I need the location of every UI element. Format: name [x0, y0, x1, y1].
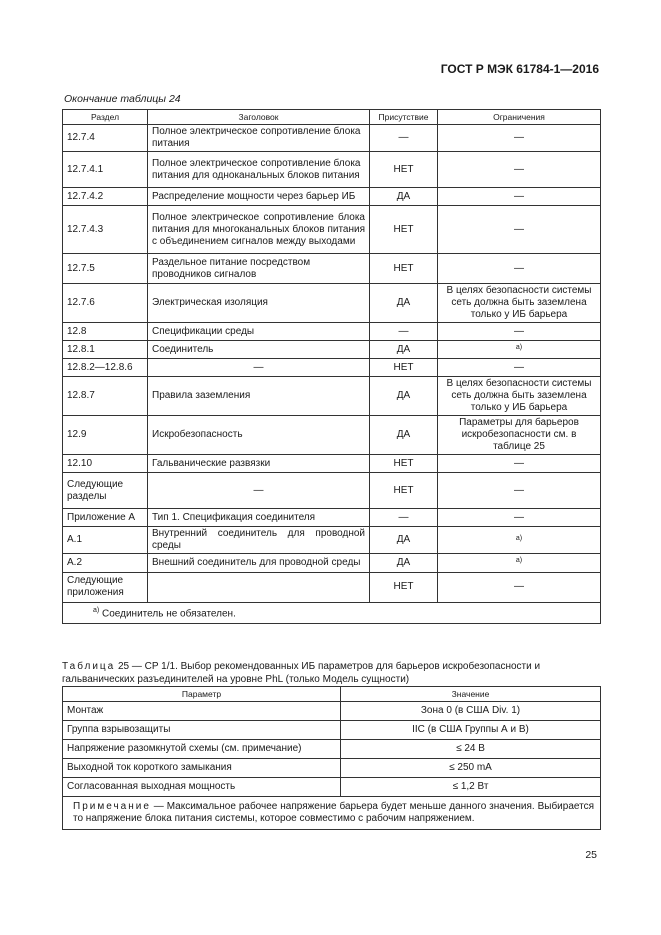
table-row [63, 759, 601, 778]
title-cell: Раздельное питание посредством проводников сигналов [148, 254, 370, 284]
section-cell: 12.10 [63, 455, 148, 473]
parameter-cell: Монтаж [63, 702, 341, 721]
title-cell: Тип 1. Спецификация соединителя [148, 509, 370, 527]
parameter-cell: Группа взрывозащиты [63, 721, 341, 740]
limits-cell: — [438, 125, 601, 152]
table-row [63, 359, 601, 377]
limits-cell: — [438, 509, 601, 527]
presence-cell: НЕТ [370, 152, 438, 188]
limits-cell: — [438, 152, 601, 188]
title-cell: Полное электрическое сопротивление блока питания для одноканальных блоков питания [148, 152, 370, 188]
title-cell: Внешний соединитель для проводной среды [148, 554, 370, 572]
limits-cell: — [438, 188, 601, 206]
table-row [63, 509, 601, 527]
column-header-parameter: Параметр [63, 687, 341, 702]
table-row [63, 206, 601, 254]
title-cell: Полное электрическое сопротивление блока питания [148, 125, 370, 152]
footnote-text: Соединитель не обязателен. [102, 608, 236, 620]
title-cell: Спецификации среды [148, 323, 370, 341]
section-cell: 12.7.4.2 [63, 188, 148, 206]
page-number: 25 [585, 849, 597, 861]
presence-cell: — [370, 125, 438, 152]
presence-cell: НЕТ [370, 473, 438, 509]
presence-cell: — [370, 509, 438, 527]
value-cell: ≤ 250 mA [341, 759, 601, 778]
section-cell: 12.8.7 [63, 377, 148, 416]
presence-cell: НЕТ [370, 206, 438, 254]
table-row [63, 473, 601, 509]
document-code: ГОСТ Р МЭК 61784-1—2016 [440, 62, 599, 76]
section-cell: А.1 [63, 527, 148, 554]
limits-cell: — [438, 572, 601, 602]
section-cell: А.2 [63, 554, 148, 572]
table25-caption [62, 660, 602, 686]
presence-cell: ДА [370, 341, 438, 359]
limits-cell: — [438, 473, 601, 509]
footnote-mark: a) [93, 606, 100, 614]
presence-cell: ДА [370, 377, 438, 416]
column-header-limits: Ограничения [438, 110, 601, 125]
section-cell: 12.9 [63, 416, 148, 455]
column-header-value: Значение [341, 687, 601, 702]
table-row [63, 702, 601, 721]
table-25 [62, 686, 601, 830]
table-row [63, 188, 601, 206]
table-row [63, 152, 601, 188]
table-row [63, 527, 601, 554]
table24-footnote-row [63, 602, 601, 623]
section-cell: Приложение А [63, 509, 148, 527]
section-cell: 12.7.4 [63, 125, 148, 152]
footnote-ref: a) [515, 534, 523, 542]
table-row [63, 778, 601, 797]
value-cell: ≤ 1,2 Вт [341, 778, 601, 797]
table-row [63, 323, 601, 341]
section-cell: 12.8.1 [63, 341, 148, 359]
column-header-title: Заголовок [148, 110, 370, 125]
value-cell: Зона 0 (в США Div. 1) [341, 702, 601, 721]
note-label: Примечание [73, 801, 151, 812]
value-cell: IIC (в США Группы А и В) [341, 721, 601, 740]
table-row [63, 721, 601, 740]
table25-header-row [63, 687, 601, 702]
title-cell: Соединитель [148, 341, 370, 359]
presence-cell: НЕТ [370, 359, 438, 377]
column-header-presence: Присутствие [370, 110, 438, 125]
presence-cell: — [370, 323, 438, 341]
table25-body [63, 702, 601, 797]
parameter-cell: Выходной ток короткого замыкания [63, 759, 341, 778]
table-row [63, 740, 601, 759]
limits-cell [438, 341, 601, 359]
presence-cell: НЕТ [370, 254, 438, 284]
title-cell: Распределение мощности через барьер ИБ [148, 188, 370, 206]
title-cell: — [148, 359, 370, 377]
parameter-cell: Согласованная выходная мощность [63, 778, 341, 797]
limits-cell: В целях безопасности системы сеть должна быть заземлена только у ИБ барьера [438, 377, 601, 416]
value-cell: ≤ 24 В [341, 740, 601, 759]
table-24 [62, 109, 601, 624]
section-cell: 12.7.4.1 [63, 152, 148, 188]
footnote-ref: a) [515, 344, 523, 351]
column-header-section: Раздел [63, 110, 148, 125]
section-cell: 12.8.2—12.8.6 [63, 359, 148, 377]
table25-note-row [63, 797, 601, 830]
presence-cell: НЕТ [370, 455, 438, 473]
table-row [63, 254, 601, 284]
presence-cell: ДА [370, 527, 438, 554]
limits-cell: — [438, 323, 601, 341]
presence-cell: ДА [370, 554, 438, 572]
limits-cell: В целях безопасности системы сеть должна быть заземлена только у ИБ барьера [438, 284, 601, 323]
title-cell: Электрическая изоляция [148, 284, 370, 323]
presence-cell: НЕТ [370, 572, 438, 602]
table25-caption-text: 25 — CP 1/1. Выбор рекомендованных ИБ параметров для барьеров искробезопасности и гальванических разъединителей на уровне PhL (только Модель сущности) [62, 661, 541, 685]
section-cell: 12.8 [63, 323, 148, 341]
table24-caption: Окончание таблицы 24 [64, 93, 181, 105]
limits-cell: Параметры для барьеров искробезопасности см. в таблице 25 [438, 416, 601, 455]
presence-cell: ДА [370, 188, 438, 206]
table-row [63, 416, 601, 455]
limits-cell [438, 527, 601, 554]
table-row [63, 341, 601, 359]
presence-cell: ДА [370, 284, 438, 323]
section-cell: 12.7.4.3 [63, 206, 148, 254]
limits-cell: — [438, 254, 601, 284]
section-cell: Следующие разделы [63, 473, 148, 509]
table-row [63, 455, 601, 473]
title-cell: Гальванические развязки [148, 455, 370, 473]
table24-footnote [63, 602, 601, 623]
title-cell [148, 572, 370, 602]
table-row [63, 284, 601, 323]
title-cell: Внутренний соединитель для проводной среды [148, 527, 370, 554]
table-row [63, 377, 601, 416]
table24-header-row [63, 110, 601, 125]
section-cell: 12.7.6 [63, 284, 148, 323]
note-text: — Максимальное рабочее напряжение барьера будет меньше данного значения. Выбирается то напряжение блока питания системы, которое совместимо с рабочим напряжением. [73, 801, 594, 824]
table-row [63, 125, 601, 152]
title-cell: — [148, 473, 370, 509]
limits-cell: — [438, 455, 601, 473]
footnote-ref: a) [515, 557, 523, 565]
limits-cell: — [438, 206, 601, 254]
table-row [63, 554, 601, 572]
title-cell: Искробезопасность [148, 416, 370, 455]
limits-cell [438, 554, 601, 572]
section-cell: Следующие приложения [63, 572, 148, 602]
presence-cell: ДА [370, 416, 438, 455]
parameter-cell: Напряжение разомкнутой схемы (см. примечание) [63, 740, 341, 759]
table-row [63, 572, 601, 602]
title-cell: Правила заземления [148, 377, 370, 416]
title-cell: Полное электрическое сопротивление блока питания для многоканальных блоков питания с объединением сигналов между выходами [148, 206, 370, 254]
table24-body [63, 125, 601, 603]
table25-caption-label: Таблица [62, 661, 116, 672]
table25-note [63, 797, 601, 830]
section-cell: 12.7.5 [63, 254, 148, 284]
limits-cell: — [438, 359, 601, 377]
